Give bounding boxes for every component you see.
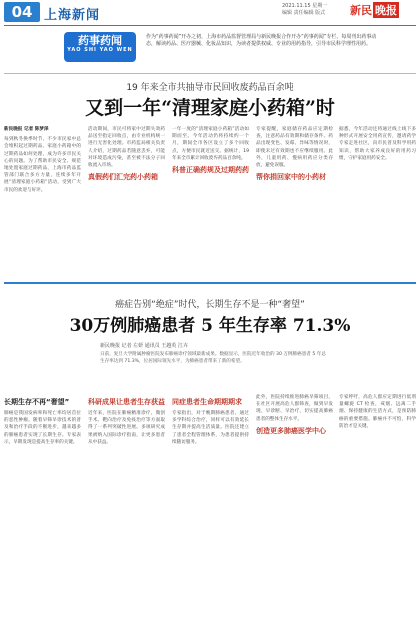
date-info xyxy=(282,3,327,17)
section-title: 上海新闻 xyxy=(44,8,101,23)
article2-col1 xyxy=(4,394,81,448)
newspaper-logo xyxy=(350,2,399,18)
page-number: 04 xyxy=(4,2,40,22)
article1-headline: 又到一年“清理家庭小药箱”时 xyxy=(85,97,335,119)
logo-box: 晚报 xyxy=(375,4,397,17)
article1-subtitle: 19 年来全市共抽导市民回收废药品百余吨 xyxy=(126,83,294,93)
page-header xyxy=(0,0,420,24)
article1-col3-heading: 科普正确药规及过期药药 xyxy=(172,166,249,175)
column-banner xyxy=(4,28,416,72)
article1-byline: 新民晚报 记者 陈梦泽 xyxy=(4,127,49,132)
article1-col5-text: 据悉，今年活动还将通过线上线下多种形式开展安全用药宣传，邀请药学专家走进社区，向市民普及科学用药知识，帮助大家养成良好的用药习惯，守护家庭用药安全。 xyxy=(339,127,416,161)
date-line: 2021.11.15 星期一 xyxy=(282,3,328,9)
article1-col4-heading: 帮你捐回家中的小药材 xyxy=(256,173,326,182)
article1-col2-heading: 真假药们汇完药小药箱 xyxy=(88,173,158,182)
article2-col2-heading: 科研成果让患者生存获益 xyxy=(88,398,165,406)
article1-col3-text: 一年一度的“清理家庭小药箱”活动如期而至。今年活动仍将持续约一个月，期间全市各区设立了多个回收点，方便市民就近送交。据统计，19 年来全市累计回收废弃药品百余吨。 xyxy=(172,127,249,161)
column-intro: 作为“药事药闻”开办之初，上海市药品监督管理局与新民晚报合作开办“药事药闻”专栏，每周刊出药事动态，解读药品、医疗器械、化妆品知识，为读者提供权威、专业的用药指导，引导市民科学理性用药。 xyxy=(146,34,377,47)
article2-col3-text: 专家指出，对于晚期肺癌患者，通过多学科综合治疗，同样可以有效延长生存期并提高生活质量。医院还建立了患者全程管理体系，为患者提供持续随访服务。 xyxy=(172,411,249,445)
logo-text: 新民 xyxy=(350,4,372,17)
article2-col5-text: 专家呼吁，高危人群应定期进行低剂量螺旋 CT 检查，戒烟、远离二手烟、保持健康的生活方式，是预防肺癌的重要措施。肺癌并不可怕，科学防治才是关键。 xyxy=(339,395,416,429)
article2-col5 xyxy=(339,394,416,432)
article2-col1-text: 肺癌是我国发病率和死亡率均居首位的恶性肿瘤。随着早筛早诊技术的普及和治疗手段的不断进步，越来越多的肺癌患者实现了长期生存。专家表示，早期发现是提高生存率的关键。 xyxy=(4,411,81,445)
banner-rule xyxy=(4,73,416,74)
article2-col4-heading: 创造更多肺癌医学中心 xyxy=(256,426,326,435)
article2-col4-text: 此外，医院持续推进肺癌早筛项目，在社区开展高危人群筛查，做到早发现、早诊断、早治疗，切实提高肺癌患者的整体生存水平。 xyxy=(256,395,333,422)
article2-col4 xyxy=(256,394,333,439)
article2-col2 xyxy=(88,394,165,448)
column-badge xyxy=(64,32,136,62)
article2-col1-heading: 长期生存不再“奢望” xyxy=(4,398,70,406)
article1-col1-text: 每到秋冬换季时节，不少市民家中总会堆积起过期药品。家庭小药箱中的过期药品如何处理，成为许多市民关心的问题。为了帮助市民安全、规范地处置家庭过期药品，上海市药品监管部门联合多方力量，连续多年开展“清理家庭小药箱”活动，受到广大市民的欢迎与好评。 xyxy=(4,137,81,193)
article2-byline: 新民晚报 记者 左妍 通讯员 王越英 江卉 xyxy=(100,343,188,349)
article1-col5 xyxy=(339,126,416,164)
article1-col3 xyxy=(172,126,249,178)
article2-summary: 日前，复旦大学附属肿瘤医院发布肺癌诊疗领域最新成果。数据显示，医院近年收治的 30 万例肺癌患者 5 年总生存率达到 71.3%，位居国际领先水平，为肺癌患者带来了新的希望。 xyxy=(100,352,326,364)
badge-title: 药事药闻 xyxy=(78,34,122,47)
article1-body xyxy=(4,126,416,276)
editor-line: 编辑 责任编辑 版式 xyxy=(282,10,326,16)
article-separator xyxy=(4,282,416,284)
article2-col2-text: 近年来，医院在肺癌精准诊疗、微创手术、靶向治疗及免疫治疗等方面取得了一系列突破性进展。多项研究成果被纳入国际诊疗指南，让更多患者从中获益。 xyxy=(88,411,165,445)
article1-col4 xyxy=(256,126,333,185)
article1-col1 xyxy=(4,126,81,196)
article2-headline: 30万例肺癌患者 5 年生存率 71.3% xyxy=(69,316,351,336)
article2-subtitle: 癌症告别“绝症”时代，长期生存不是一种“奢望” xyxy=(115,300,305,310)
article2-col3-heading: 同症患者生命期期期求 xyxy=(172,398,242,406)
article1-col4-text: 专家提醒，家庭储存药品应定期检查，注意药品有效期和储存条件。药品出现变色、发霉、异味等情况时，即使未过有效期也不应继续服用。此外，儿童用药、慢病用药应分类存放，避免误服。 xyxy=(256,127,333,169)
article2-body xyxy=(4,394,416,638)
article1-col2 xyxy=(88,126,165,185)
badge-subtitle: YAO SHI YAO WEN xyxy=(67,47,133,53)
header-rule xyxy=(4,25,416,26)
article2-col3 xyxy=(172,394,249,448)
article1-col2-text: 活动期间，市民可将家中过期失效药品送至指定回收点，由专业机构统一进行无害化处理。市药监局相关负责人介绍，过期药品若随意丢弃，可能对环境造成污染，甚至被不法分子回收流入市场。 xyxy=(88,127,165,169)
